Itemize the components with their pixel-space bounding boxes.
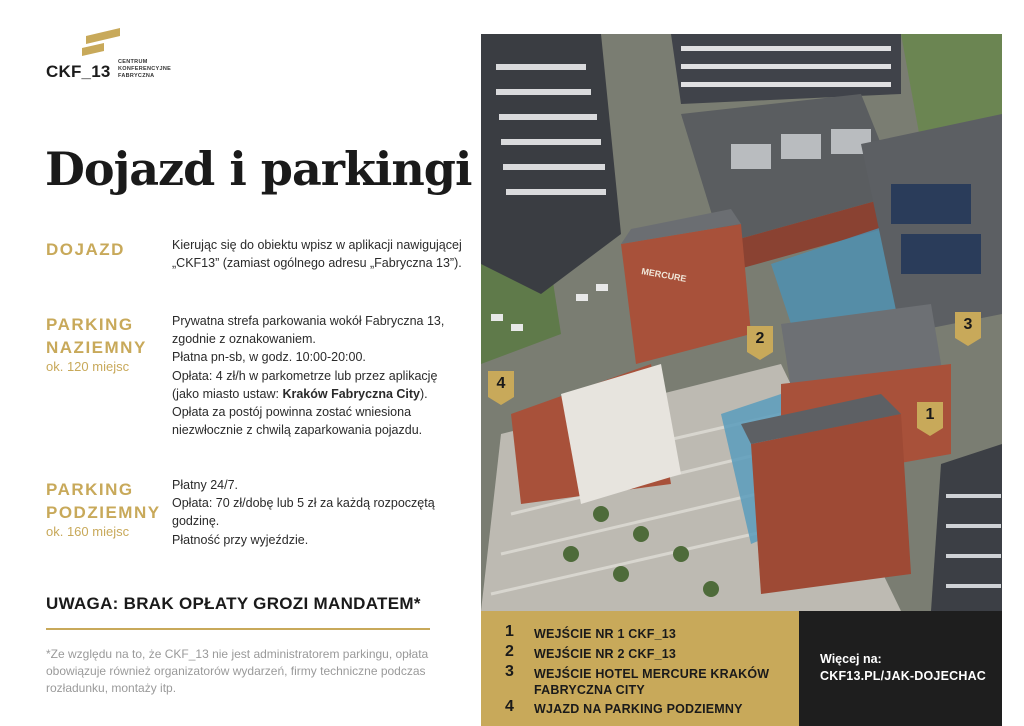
footnote: *Ze względu na to, że CKF_13 nie jest administratorem parkingu, opłata obowiązuje również organizatorów wydarzeń, firmy techniczne podczas rozładunku, montaży itp. bbox=[46, 647, 429, 695]
section-title-parking-naziemny: PARKING NAZIEMNY ok. 120 miejsc bbox=[46, 315, 147, 374]
warning-text: UWAGA: BRAK OPŁATY GROZI MANDATEM* bbox=[46, 594, 421, 613]
section-subtitle-parking-naziemny: ok. 120 miejsc bbox=[46, 359, 130, 374]
marker-2: 2 bbox=[747, 326, 773, 360]
marker-1: 1 bbox=[917, 402, 943, 436]
more-info-box bbox=[799, 611, 1002, 726]
section-body-parking-naziemny: Prywatna strefa parkowania wokół Fabryczna 13, zgodnie z oznakowaniem. Płatna pn-sb, w godz. 10:00-20:00. Opłata: 4 zł/h w parkometrze lub przez aplikację (jako miasto ustaw: Kraków Fabryczna City). Opłata za postój powinna zostać wniesiona niezwłocznie z chwilą zaparkowania pojazdu. bbox=[172, 314, 445, 438]
logo-mark-icon bbox=[82, 28, 122, 63]
more-label: Więcej na: bbox=[820, 652, 882, 666]
divider bbox=[46, 628, 430, 630]
legend: 1 WEJŚCIE NR 1 CKF_13 2 WEJŚCIE NR 2 CKF_13 3 WEJŚCIE HOTEL MERCURE KRAKÓW FABRYCZNA CITY 4 WJAZD NA PARKING PODZIEMNY bbox=[481, 611, 799, 726]
marker-3: 3 bbox=[955, 312, 981, 346]
logo bbox=[46, 26, 186, 86]
logo-subtitle: CENTRUM KONFERENCYJNE FABRYCZNA bbox=[118, 59, 172, 79]
section-body-dojazd: Kierując się do obiektu wpisz w aplikacji nawigującej „CKF13” (zamiast ogólnego adresu „Fabryczna 13”). bbox=[172, 238, 462, 271]
section-body-parking-podziemny: Płatny 24/7. Opłata: 70 zł/dobę lub 5 zł za każdą rozpoczętą godzinę. Płatność przy wyjeździe. bbox=[172, 478, 435, 547]
section-title-dojazd: DOJAZD bbox=[46, 240, 125, 259]
mercure-sign: MERCURE bbox=[640, 266, 688, 284]
page-title: Dojazd i parkingi bbox=[45, 142, 472, 196]
section-title-parking-podziemny: PARKING PODZIEMNY ok. 160 miejsc bbox=[46, 480, 161, 539]
aerial-photo bbox=[481, 34, 1002, 611]
logo-name: CKF_13 bbox=[46, 62, 111, 81]
section-subtitle-parking-podziemny: ok. 160 miejsc bbox=[46, 524, 130, 539]
more-link[interactable]: CKF13.PL/JAK-DOJECHAC bbox=[820, 669, 987, 683]
marker-4: 4 bbox=[488, 371, 514, 405]
